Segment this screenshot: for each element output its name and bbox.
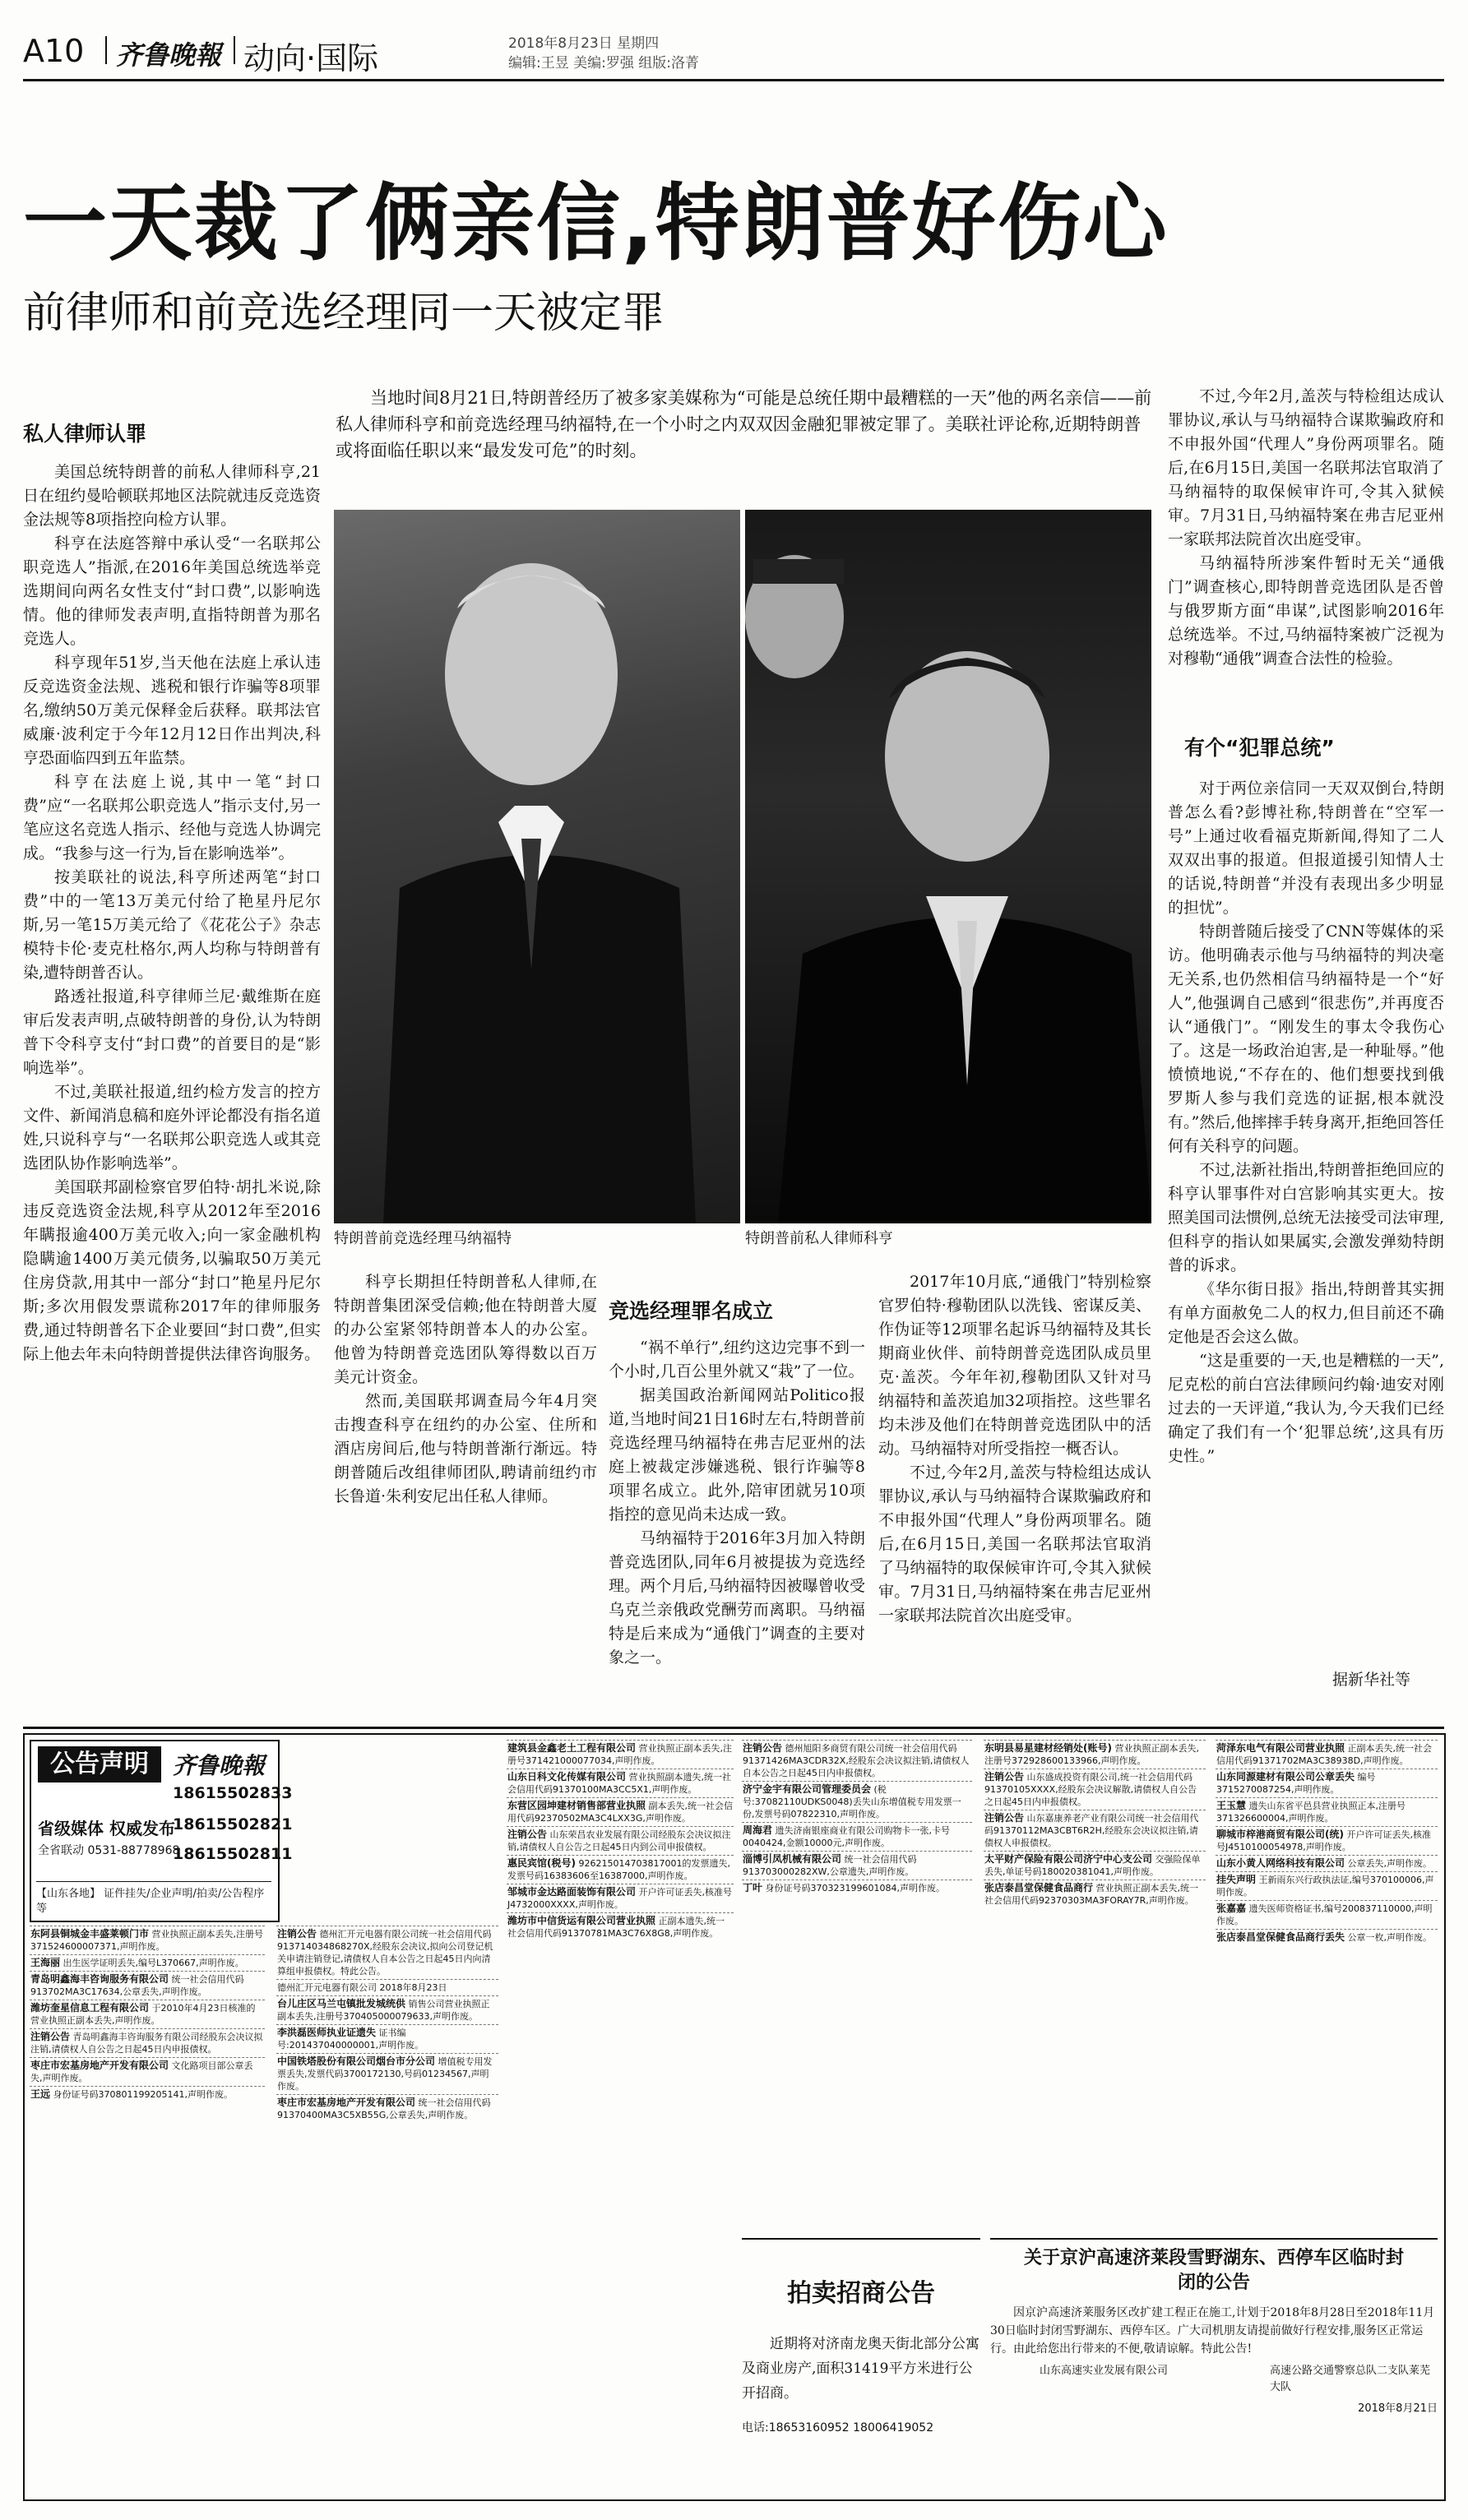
- ad-item: 惠民宾馆(税号) 926215014703817001的发票遗失,发票号码16383606至16387000,声明作废。: [507, 1855, 734, 1884]
- ad-item: 建筑县金鑫老土工程有限公司 营业执照正副本丢失,注册号371421000077034,声明作废。: [507, 1740, 734, 1769]
- paragraph: “祸不单行”,纽约这边完事不到一个小时,几百公里外就又“栽”了一位。: [609, 1339, 865, 1380]
- headline: 一天裁了俩亲信,特朗普好伤心: [23, 175, 1169, 273]
- paragraph: 马纳福特所涉案件暂时无关“通俄门”调查核心,即特朗普竞选团队是否曾与俄罗斯方面“串谋”,试图影响2016年总统选举。不过,马纳福特案被广泛视为对穆勒“通俄”调查合法性的检验。: [1168, 554, 1444, 668]
- notice-phone-2: 18615502821: [173, 1815, 293, 1833]
- paragraph: 2017年10月底,“通俄门”特别检察官罗伯特·穆勒团队以洗钱、密谋反美、作伪证等12项罪名起诉马纳福特及其长期商业伙伴、前特朗普竞选团队成员里克·盖茨。今年年初,穆勒团队又针对马纳福特和盖茨追加32项指控。这些罪名均未涉及他们在特朗普竞选团队中的活动。马纳福特对所受指控一概否认。: [878, 1273, 1151, 1458]
- ad-item: 李洪磊医师执业证遗失 证书编号:201437040000001,声明作废。: [276, 2024, 498, 2053]
- paragraph: 对于两位亲信同一天双双倒台,特朗普怎么看?彭博社称,特朗普在“空军一号”上通过收看福克斯新闻,得知了二人双双出事的报道。但报道援引知情人士的话说,特朗普“并没有表现出多少明显的担忧”。: [1168, 779, 1444, 917]
- ad-item: 聊城市梓港商贸有限公司(统) 开户许可证丢失,核准号J4510100054978,声明作废。: [1216, 1826, 1438, 1855]
- article-column-5: [1168, 385, 1444, 714]
- paragraph: 美国总统特朗普的前私人律师科亨,21日在纽约曼哈顿联邦地区法院就违反竞选资金法规等8项指控向检方认罪。: [23, 463, 321, 529]
- paragraph: 科亨长期担任特朗普私人律师,在特朗普集团深受信赖;他在特朗普大厦的办公室紧邻特朗普本人的办公室。他曾为特朗普竞选团队筹得数以百万美元计资金。: [334, 1273, 597, 1386]
- ad-item: 丁叶 身份证号码370323199601084,声明作废。: [742, 1880, 972, 1896]
- road-closure-signer-1: 山东高速实业发展有限公司: [1040, 2365, 1169, 2377]
- auction-title: 拍卖招商公告: [787, 2279, 935, 2308]
- section-heading-manager: 竞选经理罪名成立: [609, 1299, 774, 1323]
- paragraph: 不过,美联社报道,纽约检方发言的控方文件、新闻消息稿和庭外评论都没有指名道姓,只说科亨与“一名联邦公职竞选人或其竞选团队协作影响选举”。: [23, 1083, 321, 1172]
- ad-item: 王海丽 出生医学证明丢失,编号L370667,声明作废。: [30, 1954, 265, 1971]
- ad-item: 东明县易星建材经销处(账号) 营业执照正副本丢失,注册号372928600133966,声明作废。: [984, 1740, 1206, 1769]
- article-column-4: [878, 1270, 1151, 1690]
- ad-column-1: [30, 1926, 265, 2493]
- ad-item: 潍坊市中信货运有限公司营业执照 正副本遗失,统一社会信用代码91370781MA3C76X8G8,声明作废。: [507, 1912, 734, 1941]
- notice-brand: 齐鲁晚報: [173, 1752, 266, 1779]
- notice-box: [30, 1740, 293, 1922]
- road-closure-signer-2: 高速公路交通警察总队二支队莱芜大队: [1270, 2365, 1431, 2393]
- article-column-1: [23, 460, 321, 1690]
- paragraph: 科亨现年51岁,当天他在法庭上承认违反竞选资金法规、逃税和银行诈骗等8项罪名,缴纳50万美元保释金后获释。联邦法官威廉·波利定于今年12月12日作出判决,科亨恐面临四到五年监禁。: [23, 654, 321, 767]
- ad-item: 注销公告 山东荣昌农业发展有限公司经股东会决议拟注销,请债权人自公告之日起45日内到公司申报债权。: [507, 1826, 734, 1855]
- ad-item: 枣庄市宏基房地产开发有限公司 文化路项目部公章丢失,声明作废。: [30, 2057, 265, 2086]
- article-column-6: [1168, 777, 1444, 1665]
- ad-item: 注销公告 山东盛成投资有限公司,统一社会信用代码91370105XXXX,经股东会决议解散,请债权人自公告之日起45日内申报债权。: [984, 1769, 1206, 1810]
- road-closure-title: 关于京沪高速济莱段雪野湖东、西停车区临时封闭的公告: [1023, 2248, 1404, 2293]
- page-header: [23, 31, 1444, 76]
- paragraph: 科亨在法庭上说,其中一笔“封口费”应“一名联邦公职竞选人”指示支付,另一笔应这名竞选人指示、经他与竞选人协调完成。“我参与这一行为,旨在影响选举”。: [23, 773, 321, 862]
- paragraph: “这是重要的一天,也是糟糕的一天”,尼克松的前白宫法律顾问约翰·迪安对刚过去的一天评道,“我认为,今天我们已经确定了我们有一个‘犯罪总统’,这具有历史性。”: [1168, 1352, 1444, 1465]
- road-closure-date: 2018年8月21日: [1358, 2402, 1438, 2415]
- photo-manafort: [334, 510, 740, 1223]
- paragraph: 《华尔街日报》指出,特朗普其实拥有单方面赦免二人的权力,但目前还不确定他是否会这么做。: [1168, 1280, 1444, 1346]
- ad-item: 淄博引凤机械有限公司 统一社会信用代码913703000282XW,公章遗失,声明作废。: [742, 1851, 972, 1880]
- ad-item: 中国铁塔股份有限公司烟台市分公司 增值税专用发票丢失,发票代码3700172130,号码01234567,声明作废。: [276, 2053, 498, 2094]
- ad-item: 山东日科文化传媒有限公司 营业执照副本遗失,统一社会信用代码91370100MA3CC5X1,声明作废。: [507, 1769, 734, 1797]
- paragraph: 科亨在法庭答辩中承认受“一名联邦公职竞选人”指派,在2016年美国总统选举竞选期间向两名女性支付“封口费”,以影响选情。他的律师发表声明,直指特朗普为那名竞选人。: [23, 534, 321, 648]
- ad-item: 青岛明鑫海丰咨询服务有限公司 统一社会信用代码913702MA3C17634,公章丢失,声明作废。: [30, 1971, 265, 2000]
- ad-item: 枣庄市宏基房地产开发有限公司 统一社会信用代码91370400MA3C5XB55G,公章丢失,声明作废。: [276, 2094, 498, 2123]
- article-column-2: [334, 1270, 597, 1690]
- ad-item: 山东小黄人网络科技有限公司 公章丢失,声明作废。: [1216, 1855, 1438, 1871]
- section-name: 动向·国际: [243, 40, 379, 76]
- lead-paragraph: 当地时间8月21日,特朗普经历了被多家美媒称为“可能是总统任期中最糟糕的一天”他的两名亲信——前私人律师科亨和前竞选经理马纳福特,在一个小时之内双双因金融犯罪被定罪了。美联社评论称,近期特朗普或将面临任职以来“最发发可危”的时刻。: [336, 388, 1152, 460]
- ad-column-2: [276, 1926, 498, 2493]
- notice-slogan-2: 全省联动 0531-88778968: [38, 1844, 180, 1857]
- road-closure-notice: [990, 2238, 1438, 2490]
- ad-item: 山东同源建材有限公司公章丢失 编号3715270087254,声明作废。: [1216, 1769, 1438, 1797]
- ad-item: 注销公告 山东嘉康养老产业有限公司统一社会信用代码91370112MA3CBT6R2H,经股东会决议拟注销,请债权人申报债权。: [984, 1810, 1206, 1851]
- paragraph: 路透社报道,科亨律师兰尼·戴维斯在庭审后发表声明,点破特朗普的身份,认为特朗普下令科亨支付“封口费”的首要目的是“影响选举”。: [23, 987, 321, 1077]
- ad-item: 台儿庄区马兰屯镇批发城统供 销售公司营业执照正副本丢失,注册号370405000079633,声明作废。: [276, 1995, 498, 2024]
- photo-cohen: [745, 510, 1151, 1223]
- notice-phone-3: 18615502811: [173, 1845, 293, 1863]
- paragraph: 然而,美国联邦调查局今年4月突击搜查科亨在纽约的办公室、住所和酒店房间后,他与特朗普渐行渐远。特朗普随后改组律师团队,聘请前纽约市长鲁道·朱利安尼出任私人律师。: [334, 1392, 597, 1505]
- section-heading-lawyer: 私人律师认罪: [23, 422, 147, 446]
- paragraph: 马纳福特于2016年3月加入特朗普竞选团队,同年6月被提拔为竞选经理。两个月后,马纳福特因被曝曾收受乌克兰亲俄政党酬劳而离职。马纳福特是后来成为“通俄门”调查的主要对象之一。: [609, 1529, 865, 1667]
- paragraph: 按美联社的说法,科亨所述两笔“封口费”中的一笔13万美元付给了艳星丹尼尔斯,另一笔15万美元给了《花花公子》杂志模特卡伦·麦克杜格尔,两人均称与特朗普有染,遭特朗普否认。: [23, 868, 321, 982]
- ad-item: 潍坊奎星信息工程有限公司 于2010年4月23日核准的营业执照正副本丢失,声明作废。: [30, 2000, 265, 2028]
- paragraph: 不过,今年2月,盖茨与特检组达成认罪协议,承认与马纳福特合谋欺骗政府和不申报外国“代理人”身份两项罪名。随后,在6月15日,美国一名联邦法官取消了马纳福特的取保候审许可,令其入狱候审。7月31日,马纳福特案在弗吉尼亚州一家联邦法院首次出庭受审。: [878, 1463, 1151, 1625]
- paragraph: 特朗普随后接受了CNN等媒体的采访。他明确表示他与马纳福特的判决毫无关系,也仍然相信马纳福特是一个“好人”,他强调自己感到“很悲伤”,并再度否认“通俄门”。“刚发生的事太令我伤心了。这是一场政治迫害,是一种耻辱。”他愤愤地说,“不存在的、他们想要找到俄罗斯人参与我们竞选的证据,根本就没有。”然后,他摔摔手转身离开,拒绝回答任何有关科亨的问题。: [1168, 922, 1444, 1155]
- ad-item: 注销公告 德州汇开元电器有限公司统一社会信用代码913714034868270X,经股东会决议,拟向公司登记机关申请注销登记,请债权人自本公告之日起45日内向清算组申报债权。特此公告。: [276, 1926, 498, 1979]
- paragraph: 据美国政治新闻网站Politico报道,当地时间21日16时左右,特朗普前竞选经理马纳福特在弗吉尼亚州的法庭上被裁定涉嫌逃税、银行诈骗等8项罪名成立。此外,陪审团就另10项指控的意见尚未达成一致。: [609, 1386, 865, 1524]
- ad-item: 挂失声明 王新雨东兴行政执法证,编号370100006,声明作废。: [1216, 1871, 1438, 1900]
- ad-item: 济宁金宇有限公司管理委员会 (税号:37082110UDKS0048)丢失山东增值税专用发票一份,发票号码07822310,声明作废。: [742, 1781, 972, 1822]
- page-number: A10: [23, 33, 85, 69]
- ad-item: 注销公告 青岛明鑫海丰咨询服务有限公司经股东会决议拟注销,请债权人自公告之日起45日内申报债权。: [30, 2028, 265, 2057]
- notice-title: 公告声明: [38, 1746, 161, 1782]
- editor-credits: 编辑:王昱 美编:罗强 组版:洛菁: [508, 55, 699, 72]
- road-closure-signers: [990, 2363, 1438, 2399]
- ad-item: 德州汇开元电器有限公司 2018年8月23日: [276, 1979, 498, 1995]
- brand-logo: 齐鲁晚報: [116, 39, 222, 71]
- ad-item: 王玉慧 遗失山东省平邑县营业执照正本,注册号371326600004,声明作废。: [1216, 1797, 1438, 1826]
- ad-item: 太平财产保险有限公司济宁中心支公司 交强险保单丢失,单证号码180020381041,声明作废。: [984, 1851, 1206, 1880]
- header-divider: [105, 36, 107, 64]
- ad-column-5: [984, 1740, 1206, 2233]
- auction-notice: [742, 2238, 980, 2490]
- section-heading-president: 有个“犯罪总统”: [1184, 736, 1335, 760]
- ad-item: 注销公告 德州旭阳多商贸有限公司统一社会信用代码91371426MA3CDR32X,经股东会决议拟注销,请债权人自本公告之日起45日内申报债权。: [742, 1740, 972, 1781]
- notice-phone-1: 18615502833: [173, 1784, 293, 1802]
- ad-column-6: [1216, 1740, 1438, 2233]
- news-source: 据新华社等: [1332, 1671, 1411, 1689]
- ad-item: 张嘉嘉 遗失医师资格证书,编号200837110000,声明作废。: [1216, 1900, 1438, 1929]
- notice-scope: 【山东各地】 证件挂失/企业声明/拍卖/公告程序等: [36, 1881, 271, 1917]
- ad-item: 菏泽东电气有限公司营业执照 正副本丢失,统一社会信用代码91371702MA3C38938D,声明作废。: [1216, 1740, 1438, 1769]
- header-rule: [23, 79, 1444, 81]
- photo-caption-cohen: 特朗普前私人律师科亨: [745, 1230, 893, 1247]
- ad-item: 王远 身份证号码370801199205141,声明作废。: [30, 2086, 265, 2102]
- ads-top-rule: [23, 1727, 1444, 1729]
- ad-column-4: [742, 1740, 972, 2233]
- ad-item: 张店泰昌堂保健食品商行 营业执照正副本丢失,统一社会信用代码92370303MA3FORAY7R,声明作废。: [984, 1880, 1206, 1908]
- ad-item: 东阿县铜城金丰盛莱顿门市 营业执照正副本丢失,注册号371524600007371,声明作废。: [30, 1926, 265, 1954]
- ad-column-3: [507, 1740, 734, 2493]
- paragraph: 不过,今年2月,盖茨与特检组达成认罪协议,承认与马纳福特合谋欺骗政府和不申报外国“代理人”身份两项罪名。随后,在6月15日,美国一名联邦法官取消了马纳福特的取保候审许可,令其入狱候审。7月31日,马纳福特案在弗吉尼亚州一家联邦法院首次出庭受审。: [1168, 387, 1444, 548]
- ad-item: 邹城市金达路面装饰有限公司 开户许可证丢失,核准号J4732000XXXX,声明作废。: [507, 1884, 734, 1912]
- road-closure-body: 因京沪高速济莱服务区改扩建工程正在施工,计划于2018年8月28日至2018年11月30日临时封闭雪野湖东、西停车区。广大司机朋友请提前做好行程安排,服务区正常运行。由此给您出行带来的不便,敬请谅解。特此公告!: [990, 2306, 1435, 2356]
- subheadline: 前律师和前竞选经理同一天被定罪: [23, 289, 665, 338]
- ad-item: 东营区园坤建材销售部营业执照 副本丢失,统一社会信用代码92370502MA3C4LXX3G,声明作废。: [507, 1797, 734, 1826]
- issue-date: 2018年8月23日 星期四: [508, 35, 660, 52]
- paragraph: 美国联邦副检察官罗伯特·胡扎米说,除违反竞选资金法规,科亨从2012年至2016年瞒报逾400万美元收入;向一家金融机构隐瞒逾1400万美元债务,以骗取50万美元住房贷款,用其中一部分“封口”艳星丹尼尔斯;多次用假发票谎称2017年的律师服务费,通过特朗普名下企业要回“封口费”,但实际上他去年未向特朗普提供法律咨询服务。: [23, 1178, 321, 1363]
- auction-body: 近期将对济南龙奥天街北部分公寓及商业房产,面积31419平方米进行公开招商。: [742, 2336, 979, 2402]
- header-divider-2: [234, 36, 235, 64]
- photo-caption-manafort: 特朗普前竞选经理马纳福特: [334, 1230, 512, 1247]
- notice-slogan-1: 省级媒体 权威发布: [38, 1819, 175, 1838]
- ad-item: 张店泰昌堂保健食品商行丢失 公章一枚,声明作废。: [1216, 1929, 1438, 1945]
- article-column-3: [609, 1336, 865, 1690]
- auction-phone: 电话:18653160952 18006419052: [742, 2421, 934, 2434]
- ad-item: 周海君 遗失济南银座商业有限公司购物卡一张,卡号0040424,金额10000元,声明作废。: [742, 1822, 972, 1851]
- paragraph: 不过,法新社指出,特朗普拒绝回应的科亨认罪事件对白宫影响其实更大。按照美国司法惯例,总统无法接受司法审理,但科亨的指认如果属实,会激发弹劾特朗普的诉求。: [1168, 1161, 1444, 1274]
